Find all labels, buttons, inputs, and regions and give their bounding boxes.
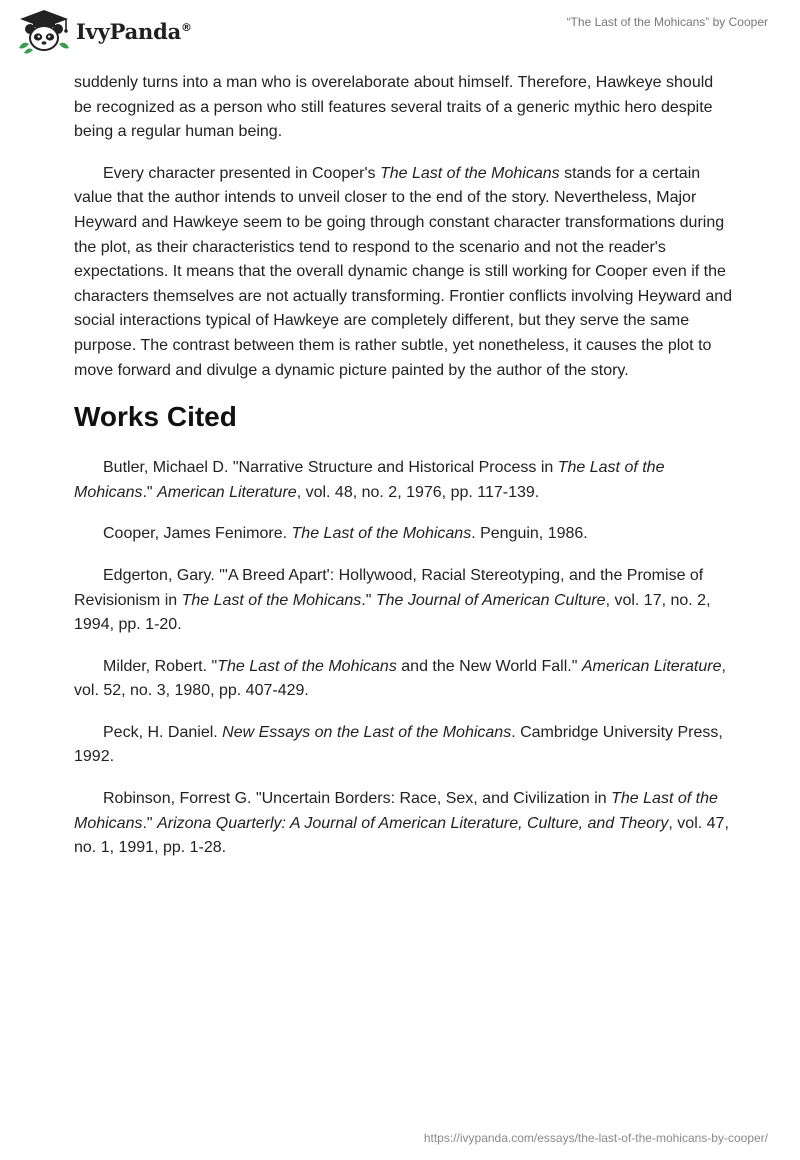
essay-content: [74, 71, 734, 878]
reference-item: Milder, Robert. "The Last of the Mohicans and the New World Fall." American Literature, vol. 52, no. 3, 1980, pp. 407-429.: [74, 657, 726, 700]
reference-item: Robinson, Forrest G. "Uncertain Borders: Race, Sex, and Civilization in The Last of the Mohicans." Arizona Quarterly: A Journal of American Literature, Culture, and Theory, vol. 47, no. 1, 1991, pp. 1-28.: [74, 790, 729, 857]
brand-name: IvyPanda®: [76, 18, 192, 44]
body-paragraph: Every character presented in Cooper's The Last of the Mohicans stands for a certain value that the author intends to unveil closer to the end of the story. Nevertheless, Major Heyward and Hawkeye seem to be going through constant character transformations during the plot, as their characteristics tend to respond to the scenario and not the reader's expectations. It means that the overall dynamic change is still working for Cooper even if the characters themselves are not actually transforming. Frontier conflicts involving Heyward and social interactions typical of Hawkeye are completely different, but they serve the same purpose. The contrast between them is rather subtle, yet nonetheless, it causes the plot to move forward and divulge a dynamic picture painted by the author of the story.: [74, 164, 733, 379]
ivypanda-logo[interactable]: [14, 8, 192, 54]
reference-item: Butler, Michael D. "Narrative Structure and Historical Process in The Last of the Mohicans." American Literature, vol. 48, no. 2, 1976, pp. 117-139.: [74, 459, 665, 501]
panda-graduate-icon: [14, 8, 74, 54]
continued-paragraph: suddenly turns into a man who is overelaborate about himself. Therefore, Hawkeye should be recognized as a person who still features several traits of a generic mythic hero despite being a regular human being.: [74, 74, 714, 141]
reference-item: Peck, H. Daniel. New Essays on the Last of the Mohicans. Cambridge University Press, 1992.: [74, 723, 723, 766]
source-url[interactable]: https://ivypanda.com/essays/the-last-of-the-mohicans-by-cooper/: [423, 1131, 768, 1145]
running-title: “The Last of the Mohicans” by Cooper: [566, 15, 768, 29]
reference-item: Edgerton, Gary. "'A Breed Apart': Hollywood, Racial Stereotyping, and the Promise of Revisionism in The Last of the Mohicans." The Journal of American Culture, vol. 17, no. 2, 1994, pp. 1-20.: [74, 566, 711, 634]
reference-item: Cooper, James Fenimore. The Last of the Mohicans. Penguin, 1986.: [103, 525, 588, 543]
works-cited-heading: Works Cited: [74, 401, 237, 433]
registered-mark: ®: [181, 20, 192, 34]
page-header: [0, 0, 800, 64]
